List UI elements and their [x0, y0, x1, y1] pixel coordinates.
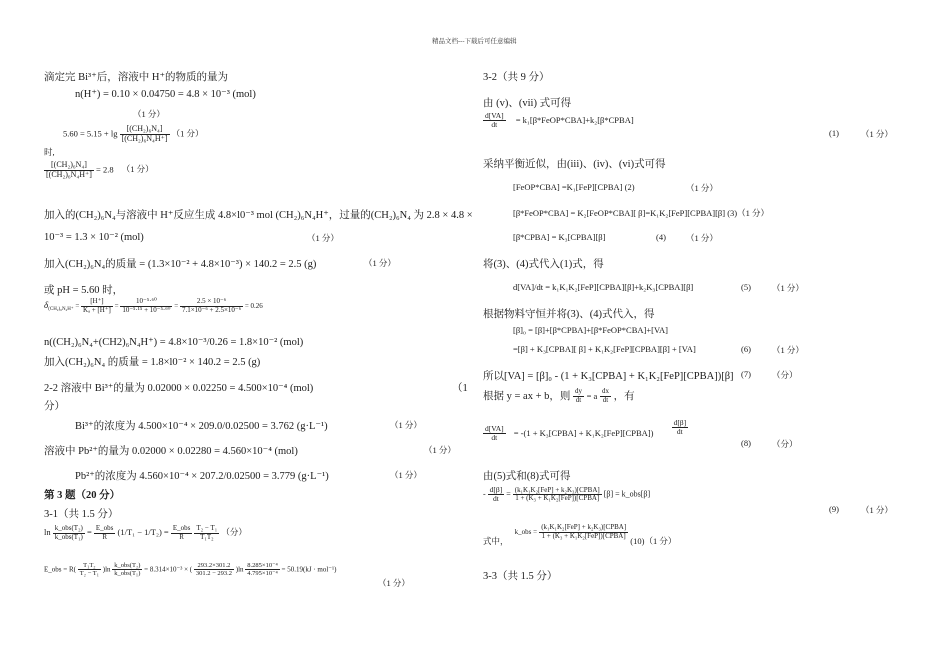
formula-line: [483, 486, 650, 504]
formula-text: = 50.19(kJ · mol⁻¹): [281, 565, 337, 574]
formula-text: (1/T₁ − 1/T₂) =: [117, 527, 169, 538]
score-note: （1 分）: [861, 129, 893, 139]
equation-number: (8): [741, 438, 751, 448]
formula-line: n(H⁺) = 0.10 × 0.04750 = 4.8 × 10⁻³ (mol): [75, 89, 256, 100]
numerator: E_obs: [172, 524, 191, 532]
fraction: [78, 562, 101, 577]
denominator: R: [179, 532, 184, 541]
fraction: [513, 487, 602, 503]
fraction: [573, 388, 584, 404]
numerator: d[VA]: [485, 111, 504, 120]
formula-line: [β]₀ = [β]+[β*CPBA]+[β*FeOP*CBA]+[VA]: [513, 325, 668, 335]
fraction: [53, 525, 85, 541]
score-note: （分）: [772, 370, 798, 380]
fraction: [94, 525, 116, 541]
formula-text: = 8.314×10⁻³ × (: [144, 565, 193, 574]
score-note: （1 分）: [390, 470, 422, 480]
formula-text: = a: [586, 391, 598, 401]
section-heading: 第 3 题（20 分）: [44, 490, 121, 501]
formula-line: [483, 112, 634, 130]
formula-line: [44, 562, 336, 577]
score-note: （1 分）: [861, 505, 893, 515]
formula-text: = 0.26: [244, 301, 263, 310]
denominator: 7.1×10⁻⁶ + 2.5×10⁻⁶: [181, 305, 242, 314]
formula-line: [483, 523, 677, 547]
fraction: [600, 388, 611, 404]
denominator: k_obs(T₁): [114, 570, 141, 578]
score-note: （1 分）: [364, 258, 396, 268]
fraction: [171, 525, 193, 541]
denominator: dt: [676, 427, 683, 437]
denominator: dt: [493, 494, 499, 504]
denominator: 4.795×10⁻⁴: [247, 570, 278, 578]
text-line: 由 (v)、(vii) 式可得: [483, 98, 572, 109]
formula-line: d[VA]/dt = k₁K₁K₂[FeP][CPBA][β]+k₂K₃[CPBA][β]: [513, 282, 694, 292]
formula-line: [63, 125, 204, 144]
equation-number: (4): [656, 232, 666, 242]
fraction: [194, 562, 234, 577]
numerator: 2.5 × 10⁻⁶: [180, 298, 243, 307]
fraction: [483, 112, 506, 130]
fraction: [672, 419, 689, 437]
score-note: （1 分）: [424, 445, 456, 455]
formula-text: =: [114, 301, 119, 310]
text-line: 加入的(CH₂)₆N₄与溶液中 H⁺反应生成 4.8×l0⁻³ mol (CH₂)₆N₄H⁺，过量的(CH₂)₆N₄ 为 2.8 × 4.8 ×: [44, 210, 473, 221]
score-note: （分）: [221, 527, 247, 538]
score-note: （1 分）: [133, 109, 165, 119]
fraction: [180, 298, 243, 314]
equation-number: (9): [829, 504, 839, 514]
numerator: d[VA]: [485, 424, 504, 433]
denominator: [(CH₂)₆N₄H⁺]: [46, 169, 92, 179]
text-line: 式中，: [483, 536, 509, 547]
fraction: [539, 524, 628, 540]
fraction: [488, 486, 505, 504]
denominator: [(CH₂)₆N₄H⁺]: [121, 133, 168, 143]
formula-text: [β] = k_obs[β]: [603, 489, 651, 499]
score-note: （1 分）: [171, 128, 204, 139]
fraction: [120, 298, 172, 314]
text-line: Bi³⁺的浓度为 4.500×10⁻⁴ × 209.0/0.02500 = 3.762 (g·L⁻¹): [75, 421, 328, 432]
fraction: [81, 298, 113, 314]
numerator: E_obs: [95, 524, 114, 532]
formula-text: =: [75, 301, 80, 310]
numerator: T₂ − T₁: [196, 524, 218, 532]
text-line: 或 pH = 5.60 时，: [44, 285, 124, 296]
score-note: （1 分）: [686, 183, 718, 193]
formula-line: [44, 161, 154, 180]
fraction: [483, 425, 506, 443]
formula-line: [44, 525, 247, 541]
equation-number: (10)（1 分）: [630, 536, 677, 547]
formula-symbol: δ: [44, 299, 49, 310]
numerator: 8.285×10⁻⁴: [247, 562, 278, 569]
formula-line: [FeOP*CBA] =K₁[FeP][CPBA] (2): [513, 182, 635, 192]
numerator: [(CH₂)₆N₄]: [120, 125, 170, 135]
numerator: 10⁻⁵·⁶⁰: [120, 298, 172, 307]
numerator: d[β]: [673, 418, 687, 427]
text-line: 由(5)式和(8)式可得: [483, 471, 571, 482]
formula-text: =: [174, 301, 179, 310]
numerator: (k₁K₁K₂[FeP] + k₂K₃)[CPBA]: [514, 485, 600, 494]
numerator: k_obs(T₂): [114, 562, 141, 569]
numerator: dx: [601, 387, 609, 396]
text-line: 加入(CH₂)₆N₄ 的质量 = 1.8×l0⁻² × 140.2 = 2.5 (g): [44, 357, 261, 368]
fraction: [112, 562, 142, 577]
text-line: 滴定完 Bi³⁺后，溶液中 H⁺的物质的量为: [44, 72, 228, 83]
score-note: （1 分）: [378, 578, 410, 588]
denominator: R: [102, 532, 107, 541]
formula-text: 5.60 = 5.15 + lg: [63, 128, 118, 139]
denominator: T₂ − T₁: [79, 570, 99, 578]
denominator: 1 + (K₃ + K₁K₂[FeP])[CPBA]: [541, 531, 626, 540]
score-note: （1 分）: [772, 345, 804, 355]
text-line: 溶液中 Pb²⁺的量为 0.02000 × 0.02280 = 4.560×10⁻⁴ (mol): [44, 446, 298, 457]
formula-text: =: [506, 489, 511, 499]
text-line: 时,: [44, 147, 55, 157]
equation-number: (6): [741, 344, 751, 354]
formula-line: [β*CPBA] = K₃[CPBA][β]: [513, 232, 606, 242]
score-note: （1 分）: [772, 283, 804, 293]
formula-text: )ln: [235, 565, 244, 574]
numerator: k_obs(T₂): [54, 524, 83, 532]
denominator: k_obs(T₁): [54, 532, 83, 541]
formula-line: [β*FeOP*CBA] = K₂[FeOP*CBA][ β]=K₁K₂[FeP][CPBA][β] (3)（1 分）: [513, 208, 769, 218]
formula-text: 根据 y = ax + b，则: [483, 391, 571, 402]
text-line: 将(3)、(4)式代入(1)式，得: [483, 259, 604, 270]
denominator: T₁T₂: [200, 532, 214, 541]
formula-text: = 2.8: [96, 164, 114, 175]
formula-text: =: [86, 527, 92, 538]
numerator: T₁T₂: [78, 562, 101, 570]
denominator: dt: [491, 433, 498, 443]
numerator: 293.2×301.2: [194, 562, 234, 570]
fraction: [44, 161, 94, 180]
denominator: Kₐ + [H⁺]: [83, 305, 111, 314]
formula-line: =[β] + K₃[CPBA][ β] + K₁K₂[FeP][CPBA][β] + [VA]: [513, 344, 696, 354]
text-line: 2-2 溶液中 Bi³⁺的量为 0.02000 × 0.02250 = 4.500×10⁻⁴ (mol): [44, 383, 314, 394]
denominator: 10⁻⁵·¹⁵ + 10⁻⁵·⁶⁰: [122, 305, 171, 314]
fraction: [120, 125, 170, 144]
numerator: [H⁺]: [81, 298, 113, 307]
formula-text: ，有: [613, 391, 635, 402]
text-line: Pb²⁺的浓度为 4.560×10⁻⁴ × 207.2/0.02500 = 3.779 (g·L⁻¹): [75, 471, 329, 482]
formula-text: ln: [44, 527, 51, 538]
section-heading: 3-3（共 1.5 分）: [483, 571, 558, 582]
formula-line: [44, 298, 263, 314]
numerator: [(CH₂)₆N₄]: [44, 161, 94, 171]
denominator: 301.2 − 293.2: [195, 570, 233, 578]
formula-line: [483, 388, 635, 405]
text-line: n((CH₂)₆N₄+(CH2)₆N₄H⁺) = 4.8×10⁻³/0.26 = 1.8×10⁻² (mol): [44, 337, 304, 348]
text-line: 加入(CH₂)₆N₄的质量 = (1.3×10⁻² + 4.8×10⁻³) × 140.2 = 2.5 (g): [44, 259, 317, 270]
formula-text: E_obs = R(: [44, 565, 76, 574]
formula-text: k_obs =: [514, 528, 538, 537]
denominator: dt: [491, 120, 498, 130]
text-line: 分）: [44, 401, 65, 412]
score-note: （分）: [772, 439, 798, 449]
denominator: dt: [602, 396, 609, 405]
fraction: [194, 525, 219, 541]
formula-text: = -(1 + K₃[CPBA] + K₁K₂[FeP][CPBA]): [513, 427, 654, 438]
equation-number: (7): [741, 369, 751, 379]
equation-number: (1): [829, 128, 839, 138]
equation-number: (5): [741, 282, 751, 292]
formula-text: -: [483, 489, 486, 499]
denominator: dt: [575, 396, 582, 405]
denominator: 1 + (K₃ + K₁K₂[FeP])[CPBA]: [515, 494, 600, 503]
text-line: 10⁻³ = 1.3 × 10⁻² (mol): [44, 232, 144, 243]
score-note: （1: [452, 383, 468, 394]
score-note: （1 分）: [307, 233, 339, 243]
score-note: （1 分）: [686, 233, 718, 243]
numerator: d[β]: [489, 485, 503, 494]
page-header: 精品文档---下载后可任意编辑: [432, 38, 517, 45]
formula-subscript: (CH₂)₆N₄H⁺: [48, 307, 74, 313]
formula-text: )ln: [102, 565, 111, 574]
text-line: 采纳平衡近似，由(iii)、(iv)、(vi)式可得: [483, 159, 666, 170]
fraction: [245, 562, 280, 577]
text-line: 所以[VA] = [β]₀ - (1 + K₃[CPBA] + K₁K₂[FeP][CPBA])[β]: [483, 371, 734, 382]
numerator: (k₁K₁K₂[FeP] + k₂K₃)[CPBA]: [541, 523, 627, 531]
score-note: （1 分）: [121, 164, 154, 175]
text-line: 3-1（共 1.5 分）: [44, 509, 119, 520]
numerator: dy: [575, 387, 583, 396]
score-note: （1 分）: [390, 420, 422, 430]
section-heading: 3-2（共 9 分）: [483, 72, 550, 83]
text-line: 根据物料守恒并将(3)、(4)式代入，得: [483, 309, 655, 320]
formula-text: = k₁[β*FeOP*CBA]+k₂[β*CPBA]: [515, 114, 634, 125]
